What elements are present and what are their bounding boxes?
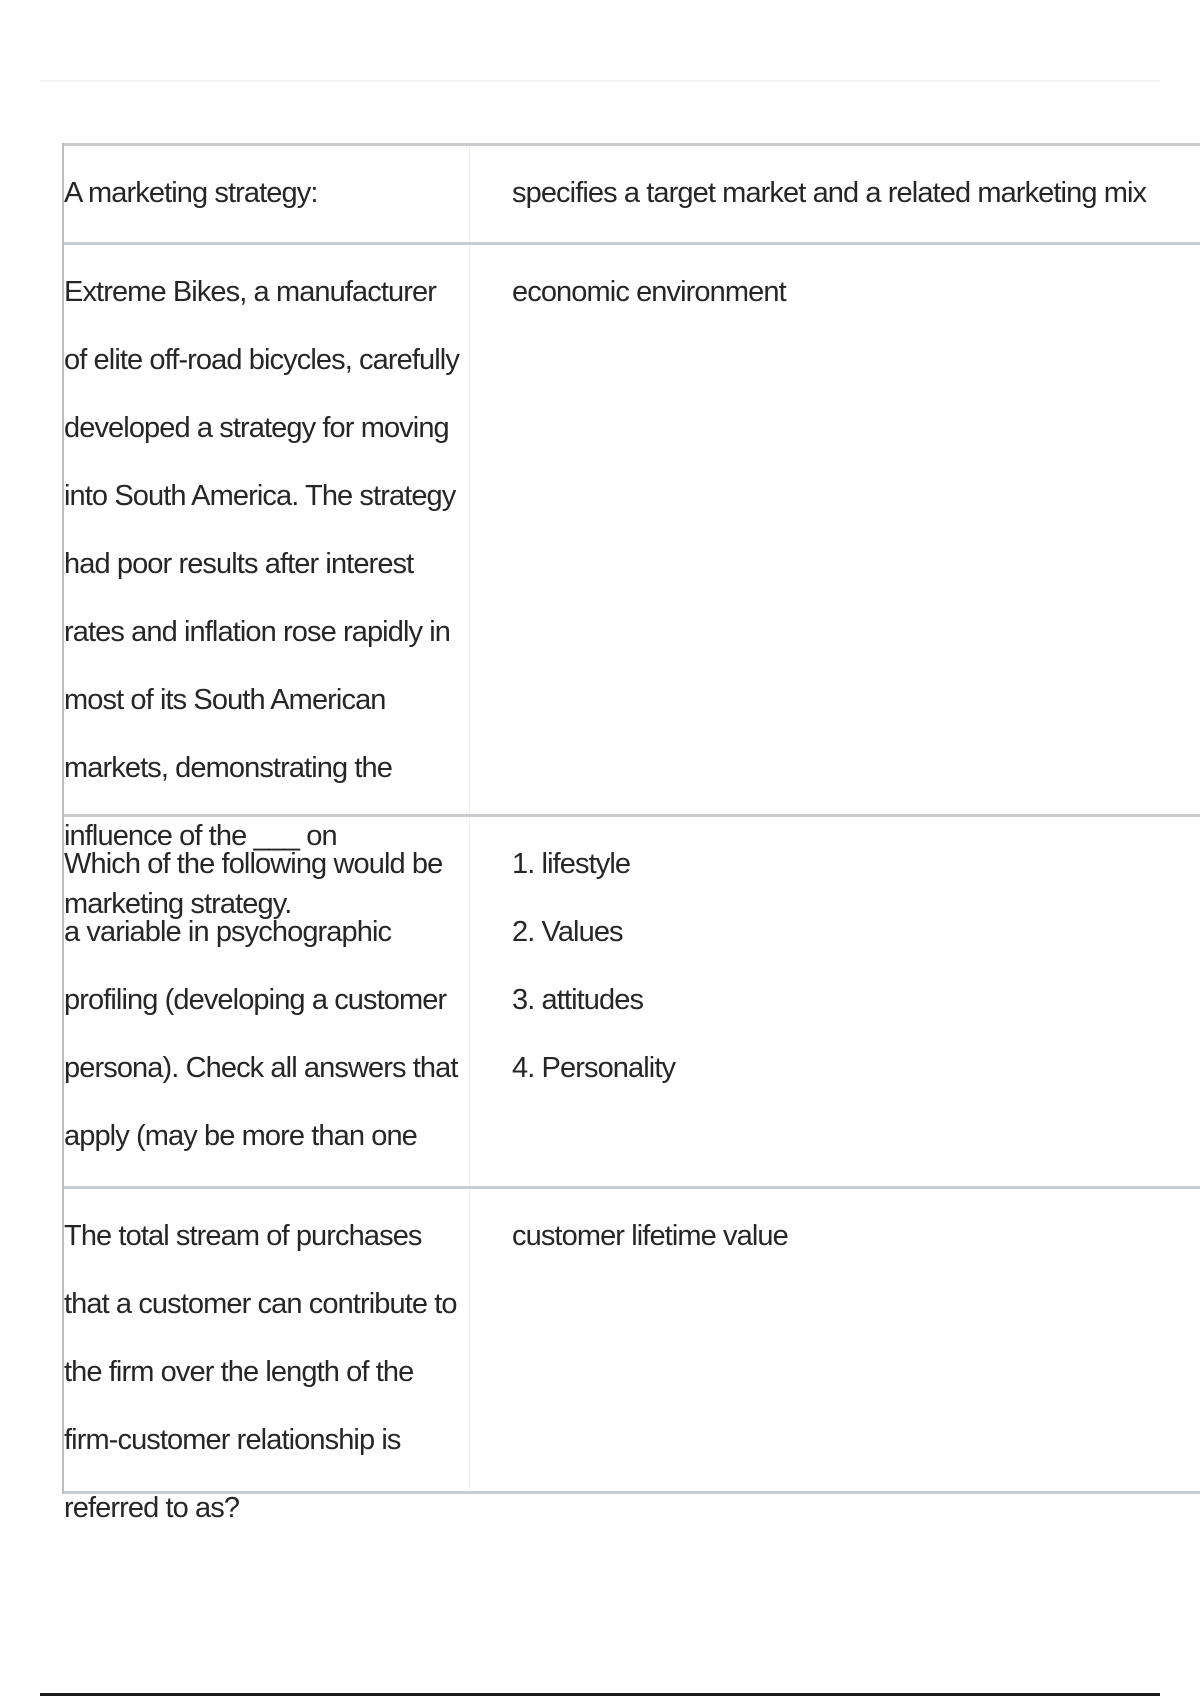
flashcard-row bbox=[64, 1186, 1200, 1524]
term-cell: The total stream of purchases that a customer can contribute to the firm over the length of the firm-customer relationship is referred to as? bbox=[64, 1189, 470, 1491]
definition-cell: specifies a target market and a related marketing mix bbox=[512, 177, 1147, 209]
flashcard-table bbox=[62, 143, 1200, 1524]
bottom-divider bbox=[40, 1693, 1160, 1696]
definition-list-item: 4. Personality bbox=[512, 1052, 676, 1084]
term-cell: A marketing strategy: bbox=[64, 146, 470, 242]
term-cell: Which of the following would be a variable in psychographic profiling (developing a customer persona). Check all answers that apply (may be more than one bbox=[64, 817, 470, 1186]
definition-list-item: 2. Values bbox=[512, 916, 623, 948]
top-divider bbox=[40, 80, 1160, 82]
flashcard-row bbox=[64, 814, 1200, 1186]
flashcard-row bbox=[64, 143, 1200, 242]
definition-list-item: 3. attitudes bbox=[512, 984, 644, 1016]
term-cell: Extreme Bikes, a manufacturer of elite off-road bicycles, carefully developed a strategy for moving into South America. The strategy had poor results after interest rates and inflation rose rapidly in most of its South American markets, demonstrating the influence of the ___ on marketing strategy. bbox=[64, 245, 470, 814]
definition-cell: customer lifetime value bbox=[512, 1220, 788, 1252]
definition-cell: economic environment bbox=[512, 276, 786, 308]
definition-list-item: 1. lifestyle bbox=[512, 848, 631, 880]
definition-cell bbox=[470, 817, 1200, 1186]
